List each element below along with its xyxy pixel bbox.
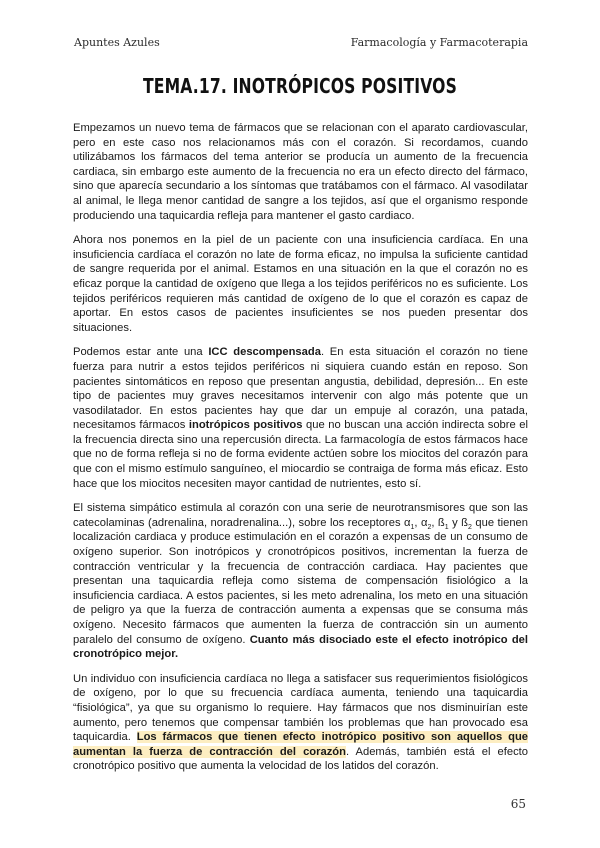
- paragraph-3-text-c: . En esta situación el corazón no tiene fuerza para nutrir a estos tejidos periféricos ni siquiera cuando están en reposo. Son pacientes sintomáticos en reposo que presentan angustia, debilidad, depresión... En este tipo de pacientes muy graves necesitamos intervenir con algo más potente que un vasodilatador. En estos pacientes hay que dar un empuje al corazón, una patada, necesitamos fármacos: [73, 346, 529, 432]
- subscript: 2: [468, 524, 472, 532]
- paragraph-5: [73, 672, 528, 774]
- paragraph-4-text-c: , ß: [431, 516, 445, 529]
- subscript: 2: [427, 524, 432, 532]
- paragraph-3-bold-inotropicos: inotrópicos positivos: [188, 419, 303, 432]
- subscript: 1: [444, 524, 449, 532]
- paragraph-3-bold-icc: ICC descompensada: [208, 346, 321, 359]
- header-right-text: Farmacología y Farmacoterapia: [350, 36, 528, 49]
- paragraph-2: Ahora nos ponemos en la piel de un paciente con una insuficiencia cardíaca. En una insuficiencia cardíaca el corazón no late de forma eficaz, no impulsa la suficiente cantidad de sangre requerida por el animal. Estamos en una situación en la que el corazón no es eficaz porque la cantidad de oxígeno que llega a los tejidos periféricos no es suficiente. Los tejidos periféricos requieren más cantidad de oxígeno de lo que el corazón es capaz de aportar. En estos casos de pacientes insuficientes se nos pueden presentar dos situaciones.: [73, 234, 528, 334]
- paragraph-5-text-c: . Además, también está el efecto cronotrópico positivo que aumenta la velocidad de los latidos del corazón.: [73, 745, 529, 773]
- paragraph-5-text-a: Un individuo con insuficiencia cardíaca no llega a satisfacer sus requerimientos fisiológicos de oxígeno, por lo que su frecuencia cardíaca aumenta, teniendo una taquicardia “fisiológica”, ya que su organismo lo requiere. Hay fármacos que nos disminuirían este aumento, pero tenemos que compensar también los problemas que han provocado esa taquicardia.: [73, 672, 528, 744]
- paragraph-4: [73, 501, 528, 662]
- page-title: TEMA.17. INOTRÓPICOS POSITIVOS: [143, 74, 457, 98]
- page-number: 65: [510, 797, 526, 811]
- paragraph-4-text-b: , α: [414, 516, 428, 529]
- header-left-text: Apuntes Azules: [74, 36, 160, 49]
- paragraph-4-text-a: El sistema simpático estimula al corazón con una serie de neurotransmisores que son las catecolaminas (adrenalina, noradrenalina...), sobre los receptores α: [73, 502, 528, 529]
- paragraph-4-text-e: que tienen localización cardiaca y produce estimulación en el corazón a expensas de un consumo de oxígeno superior. Son inotrópicos y cronotrópicos positivos, incrementan la fuerza de contracción ventricular y la frecuencia de contracción cardiaca. Hay pacientes que presentan una taquicardia refleja como sistema de compensación fisiológico a la insuficiencia cardiaca. A estos pacientes, si les meto adrenalina, los meto en una situación de peligro ya que la fuerza de contracción aumenta a expensas que se consuma más oxígeno. Necesito fármacos que aumenten la fuerza de contracción sin un aumento paralelo del consumo de oxígeno.: [73, 516, 528, 646]
- paragraph-4-text-d: y ß: [448, 516, 469, 529]
- subscript: 1: [410, 524, 415, 532]
- paragraph-5-highlight: Los fármacos que tienen efecto inotrópico positivo son aquellos que aumentan la fuerza de contracción del corazón: [73, 731, 528, 758]
- paragraph-3-text-a: Podemos estar ante una: [73, 346, 209, 359]
- paragraph-1: Empezamos un nuevo tema de fármacos que se relacionan con el aparato cardiovascular, pero en este caso nos relacionamos más con el corazón. Si recordamos, cuando utilizábamos los fármacos del tema anterior se producía un aumento de la frecuencia cardiaca, sin embargo este aumento de la frecuencia no era un efecto directo del fármaco, sino que aparecía secundario a los síntomas que tratábamos con el fármaco. Al vasodilatar al animal, le llega menor cantidad de sangre a los tejidos, así que el organismo responde produciendo una taquicardia refleja para mantener el gasto cardiaco.: [73, 122, 528, 222]
- paragraph-4-bold-conclusion: Cuanto más disociado este el efecto inotrópico del cronotrópico mejor.: [73, 633, 528, 661]
- paragraph-3-text-e: que no buscan una acción indirecta sobre el la frecuencia directa sino una repercusión directa. La farmacología de estos fármacos hace que no de forma refleja si no de forma evidente actúen sobre los miocitos del corazón para que con el mismo estímulo sanguíneo, el miocardio se contraiga de forma más eficaz. Esto hace que los miocitos necesiten mayor cantidad de nutrientes, esto sí.: [73, 419, 528, 490]
- paragraph-3: [73, 345, 528, 491]
- document-body: [73, 121, 528, 784]
